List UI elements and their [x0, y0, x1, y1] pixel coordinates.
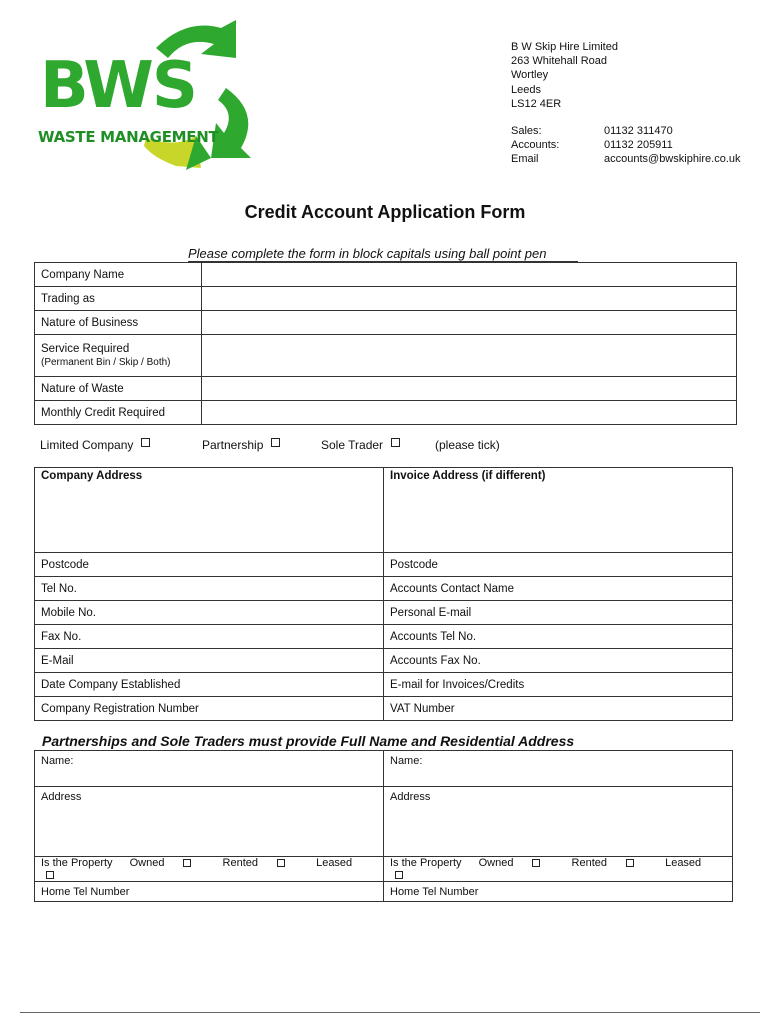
owned-checkbox[interactable] [183, 859, 191, 867]
option-label: Partnership [202, 438, 264, 452]
table-row [35, 311, 737, 335]
table-row [35, 697, 733, 721]
address-line: 263 Whitehall Road [511, 55, 608, 68]
address-line: LS12 4ER [511, 97, 562, 110]
home-tel-left[interactable]: Home Tel Number [35, 882, 384, 902]
contact-label: Accounts: [511, 139, 560, 152]
partners-table [34, 750, 733, 902]
service-required-label [35, 335, 202, 377]
table-row [35, 857, 733, 882]
table-row [35, 787, 733, 857]
partners-heading: Partnerships and Sole Traders must provide Full Name and Residential Address [42, 733, 575, 749]
field-label: Trading as [35, 287, 202, 311]
field-label[interactable]: Fax No. [35, 625, 384, 649]
field-label[interactable]: Accounts Fax No. [384, 649, 733, 673]
field-label: Nature of Business [35, 311, 202, 335]
invoice-address-header[interactable]: Invoice Address (if different) [384, 468, 733, 553]
logo-tagline: WASTE MANAGEMENT [38, 128, 219, 146]
limited-company-option [40, 438, 133, 452]
nature-of-waste-input[interactable] [202, 377, 737, 401]
contact-label: Email [511, 153, 539, 166]
contact-value: 01132 311470 [604, 125, 673, 137]
table-row [35, 553, 733, 577]
service-note: (Permanent Bin / Skip / Both) [41, 357, 171, 368]
partner-address-left[interactable]: Address [35, 787, 384, 857]
leased-checkbox[interactable] [395, 871, 403, 879]
field-label[interactable]: E-mail for Invoices/Credits [384, 673, 733, 697]
sole-trader-checkbox[interactable] [391, 438, 400, 447]
sole-trader-option [321, 438, 383, 452]
owned-checkbox[interactable] [532, 859, 540, 867]
form-subtitle: Please complete the form in block capitals using ball point pen [188, 246, 547, 261]
address-line: B W Skip Hire Limited [511, 41, 618, 53]
field-label[interactable]: Date Company Established [35, 673, 384, 697]
owned-option [479, 857, 555, 869]
property-label: Is the Property [41, 857, 113, 869]
limited-company-checkbox[interactable] [141, 438, 150, 447]
field-label[interactable]: E-Mail [35, 649, 384, 673]
leased-checkbox[interactable] [46, 871, 54, 879]
partner-name-right[interactable]: Name: [384, 751, 733, 787]
table-row [35, 673, 733, 697]
field-label[interactable]: Company Registration Number [35, 697, 384, 721]
field-label[interactable]: Mobile No. [35, 601, 384, 625]
rented-checkbox[interactable] [626, 859, 634, 867]
table-row [35, 401, 737, 425]
option-label: Owned [129, 857, 165, 869]
property-status-right [384, 857, 733, 882]
table-row [35, 263, 737, 287]
contact-value[interactable]: accounts@bwskiphire.co.uk [604, 153, 741, 166]
field-label[interactable]: Accounts Tel No. [384, 625, 733, 649]
field-label[interactable]: Tel No. [35, 577, 384, 601]
company-name-input[interactable] [202, 263, 737, 287]
tick-note: (please tick) [435, 438, 500, 452]
contact-value: 01132 205911 [604, 139, 673, 152]
table-row [35, 468, 733, 553]
field-label[interactable]: Postcode [384, 553, 733, 577]
property-status-left [35, 857, 384, 882]
field-label: Service Required [41, 343, 130, 355]
field-label[interactable]: Postcode [35, 553, 384, 577]
rented-checkbox[interactable] [277, 859, 285, 867]
rented-option [572, 857, 648, 869]
contact-sales [511, 124, 741, 138]
nature-of-business-input[interactable] [202, 311, 737, 335]
table-row [35, 625, 733, 649]
partner-name-left[interactable]: Name: [35, 751, 384, 787]
table-row [35, 601, 733, 625]
option-label: Leased [665, 857, 702, 869]
table-row [35, 335, 737, 377]
trading-as-input[interactable] [202, 287, 737, 311]
divider [20, 1012, 760, 1013]
table-row [35, 287, 737, 311]
address-line: Leeds [511, 83, 541, 96]
partnership-checkbox[interactable] [271, 438, 280, 447]
partnership-option [202, 438, 263, 452]
field-label[interactable]: Accounts Contact Name [384, 577, 733, 601]
company-address [511, 40, 618, 111]
field-label[interactable]: Personal E-mail [384, 601, 733, 625]
field-label: Nature of Waste [35, 377, 202, 401]
service-required-input[interactable] [202, 335, 737, 377]
owned-option [130, 857, 206, 869]
rented-option [223, 857, 299, 869]
form-title: Credit Account Application Form [244, 202, 526, 222]
company-contacts [511, 124, 741, 167]
table-row [35, 577, 733, 601]
logo-letters: BWS [40, 49, 196, 123]
property-label: Is the Property [390, 857, 462, 869]
option-label: Owned [478, 857, 514, 869]
option-label: Limited Company [40, 438, 134, 452]
address-table [34, 467, 733, 721]
option-label: Leased [316, 857, 353, 869]
option-label: Rented [571, 857, 608, 869]
partner-address-right[interactable]: Address [384, 787, 733, 857]
contact-accounts [511, 138, 741, 152]
table-row [35, 649, 733, 673]
option-label: Rented [222, 857, 259, 869]
table-row [35, 751, 733, 787]
field-label[interactable]: VAT Number [384, 697, 733, 721]
contact-email [511, 152, 741, 166]
field-label: Company Name [35, 263, 202, 287]
option-label: Sole Trader [321, 438, 384, 452]
table-row [35, 377, 737, 401]
field-label: Monthly Credit Required [35, 401, 202, 425]
contact-label: Sales: [511, 125, 542, 137]
bws-logo [36, 18, 256, 170]
table-row [35, 882, 733, 902]
address-line: Wortley [511, 69, 549, 82]
business-details-table [34, 262, 737, 425]
monthly-credit-input[interactable] [202, 401, 737, 425]
company-address-header[interactable]: Company Address [35, 468, 384, 553]
home-tel-right[interactable]: Home Tel Number [384, 882, 733, 902]
